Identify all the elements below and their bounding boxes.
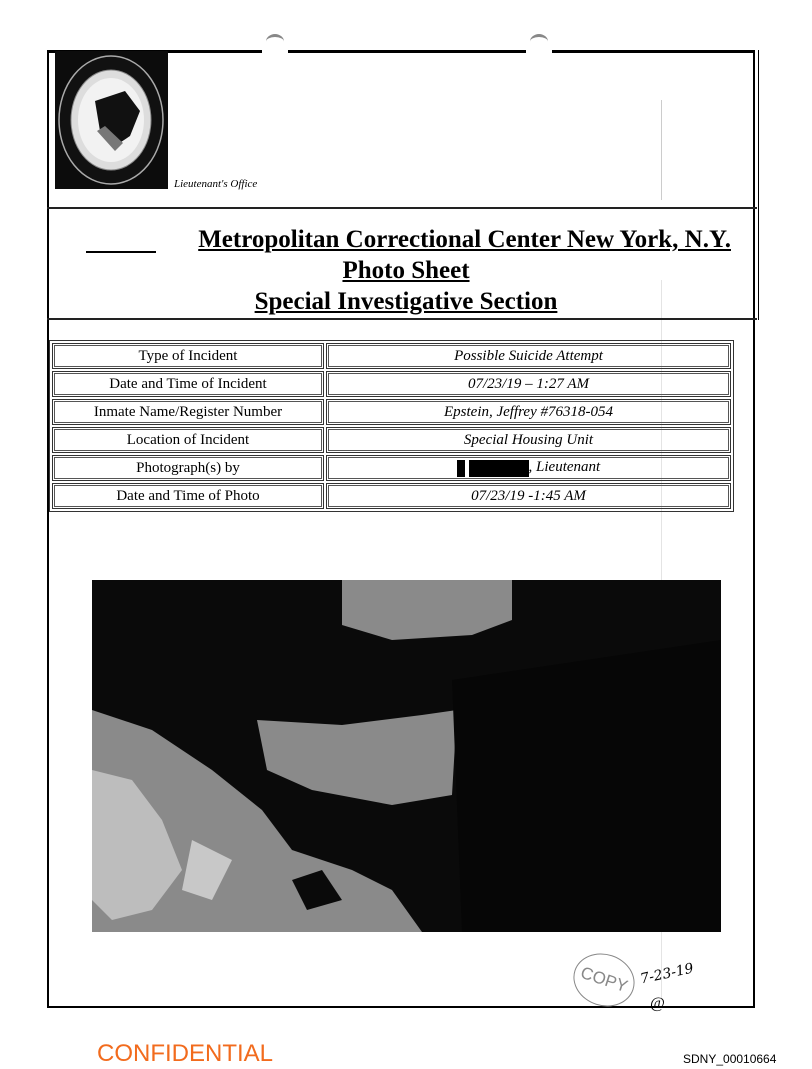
header-divider [47, 207, 757, 209]
table-row [52, 455, 731, 481]
title-divider [47, 318, 757, 320]
copy-stamp: COPY [566, 946, 641, 1015]
punch-hole-mark [530, 34, 548, 49]
punch-hole-mark [266, 34, 284, 49]
incident-photo [92, 580, 721, 932]
table-row [52, 399, 731, 425]
table-row [52, 483, 731, 509]
punch-hole-gap [262, 48, 288, 55]
field-value: Epstein, Jeffrey #76318-054 [326, 399, 731, 425]
incident-details-table [49, 340, 734, 512]
confidential-label: CONFIDENTIAL [97, 1040, 274, 1067]
field-value: 07/23/19 -1:45 AM [326, 483, 731, 509]
punch-hole-gap [526, 48, 552, 55]
redaction-box [457, 460, 465, 477]
handwritten-date: 7-23-19 [638, 960, 696, 988]
redaction-box [469, 460, 529, 477]
field-value: 07/23/19 – 1:27 AM [326, 371, 731, 397]
field-label: Inmate Name/Register Number [52, 399, 324, 425]
photographer-title: , Lieutenant [528, 459, 601, 476]
field-label: Location of Incident [52, 427, 324, 453]
handwritten-initials: @ [650, 995, 665, 1012]
lieutenants-office-label: Lieutenant's Office [174, 178, 258, 190]
field-label: Photograph(s) by [52, 455, 324, 481]
photo-sheet-title: Photo Sheet [342, 257, 470, 284]
field-label: Date and Time of Photo [52, 483, 324, 509]
field-label: Type of Incident [52, 343, 324, 369]
field-value: Special Housing Unit [326, 427, 731, 453]
field-value: Possible Suicide Attempt [326, 343, 731, 369]
field-label: Date and Time of Incident [52, 371, 324, 397]
doj-bop-seal-logo [55, 51, 168, 189]
field-value [326, 455, 731, 481]
scan-artifact [661, 100, 662, 200]
facility-title: Metropolitan Correctional Center New York, N.Y. [198, 226, 731, 253]
section-title: Special Investigative Section [254, 288, 558, 315]
table-row [52, 343, 731, 369]
table-row [52, 371, 731, 397]
table-row [52, 427, 731, 453]
bates-number: SDNY_00010664 [683, 1052, 777, 1066]
